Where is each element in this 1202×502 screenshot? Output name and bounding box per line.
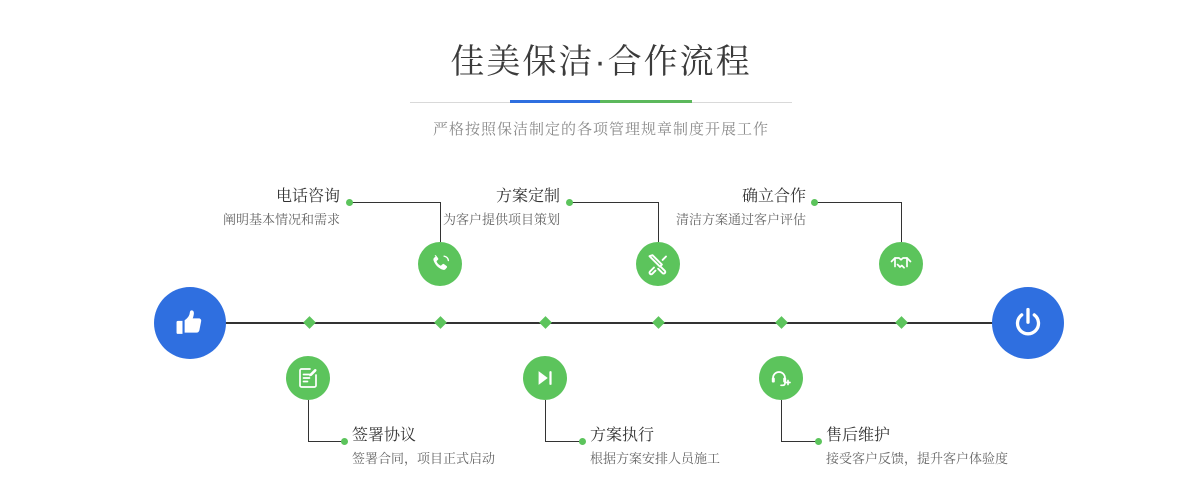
step-icon-plan-execute	[523, 356, 567, 400]
support-agent-icon	[769, 366, 793, 390]
step-icon-after-sales	[759, 356, 803, 400]
step-icon-phone-consult	[418, 242, 462, 286]
step-desc: 为客户提供项目策划	[442, 212, 560, 227]
step-title: 电话咨询	[275, 188, 340, 205]
step-title: 售后维护	[826, 427, 891, 444]
connector-vertical	[308, 400, 309, 441]
step-label-phone-consult	[100, 186, 340, 230]
step-icon-establish-cooperation	[879, 242, 923, 286]
connector-dot	[566, 199, 573, 206]
page-subtitle: 严格按照保洁制定的各项管理规章制度开展工作	[432, 121, 769, 138]
connector-dot	[815, 438, 822, 445]
timeline-start-node	[154, 287, 226, 359]
connector-horizontal	[815, 202, 901, 203]
axis-marker	[652, 316, 665, 329]
connector-dot	[579, 438, 586, 445]
axis-marker	[539, 316, 552, 329]
connector-vertical	[545, 400, 546, 441]
handshake-icon	[889, 252, 913, 276]
step-title: 方案定制	[495, 188, 560, 205]
connector-horizontal	[545, 441, 582, 442]
axis-marker	[434, 316, 447, 329]
step-title: 签署协议	[352, 427, 417, 444]
step-desc: 接受客户反馈，提升客户体验度	[826, 451, 1009, 466]
connector-horizontal	[308, 441, 344, 442]
axis-marker	[895, 316, 908, 329]
tools-icon	[646, 252, 670, 276]
step-label-plan-custom	[330, 186, 560, 230]
step-desc: 阐明基本情况和需求	[222, 212, 340, 227]
step-icon-sign-agreement	[286, 356, 330, 400]
step-desc: 清洁方案通过客户评估	[675, 212, 806, 227]
connector-vertical	[901, 202, 902, 242]
connector-horizontal	[781, 441, 818, 442]
axis-marker	[303, 316, 316, 329]
connector-vertical	[781, 400, 782, 441]
step-label-after-sales	[826, 425, 1156, 469]
step-desc: 签署合同，项目正式启动	[352, 451, 496, 466]
timeline-end-node	[992, 287, 1064, 359]
power-icon	[1010, 305, 1046, 341]
step-icon-plan-custom	[636, 242, 680, 286]
play-forward-icon	[534, 367, 556, 389]
step-label-establish-cooperation	[580, 186, 806, 230]
step-desc: 根据方案安排人员施工	[590, 451, 721, 466]
step-title: 确立合作	[741, 188, 806, 205]
thumbs-up-icon	[173, 306, 207, 340]
phone-call-icon	[428, 252, 452, 276]
connector-dot	[811, 199, 818, 206]
step-title: 方案执行	[590, 427, 655, 444]
document-edit-icon	[296, 366, 320, 390]
axis-marker	[775, 316, 788, 329]
connector-dot	[341, 438, 348, 445]
page-title: 佳美保洁·合作流程	[450, 43, 752, 81]
